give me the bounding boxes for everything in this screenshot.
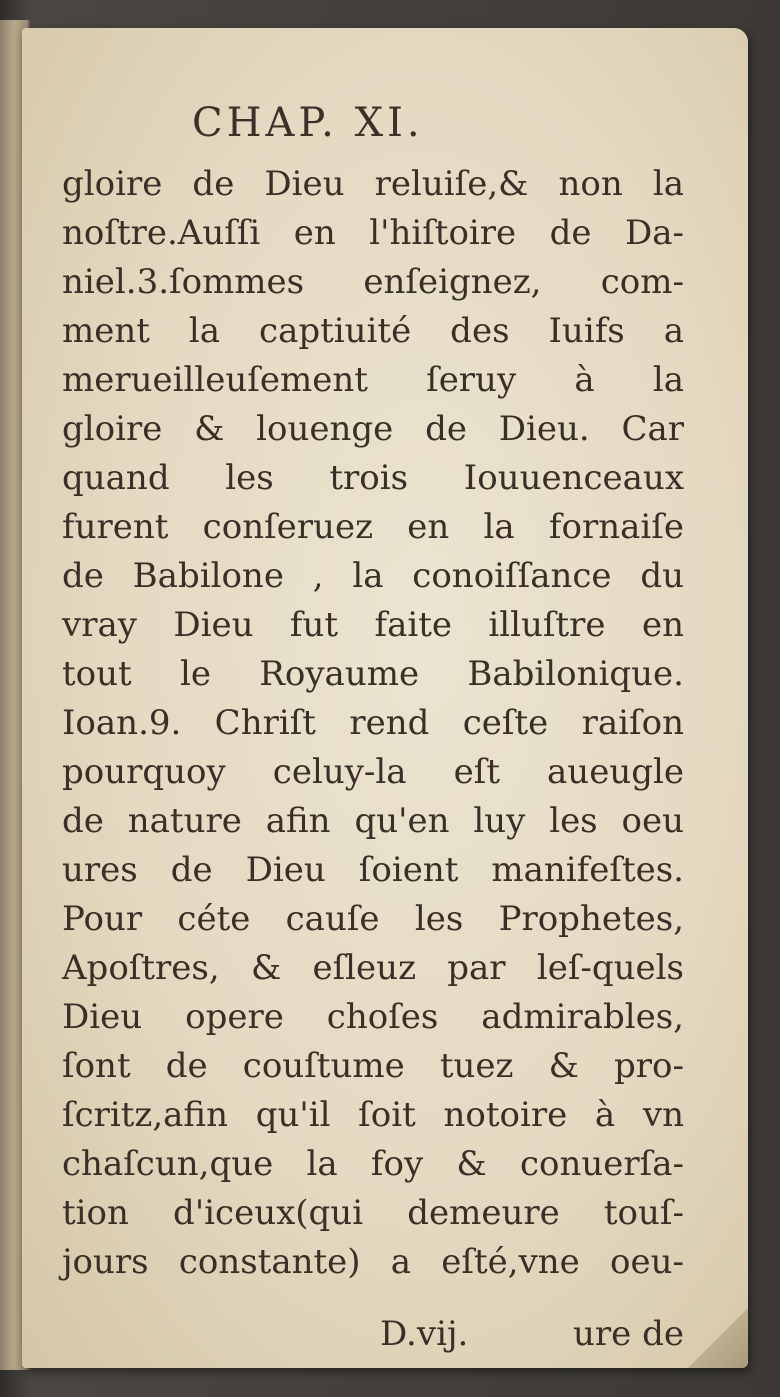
catchword: ure de [573, 1314, 684, 1354]
text-line: vray Dieu fut faite illuſtre en [62, 605, 684, 645]
text-line: Apoſtres, & eſleuz par leſ-quels [62, 948, 684, 988]
running-head: CHAP. XI. [192, 100, 424, 146]
text-line: Ioan.9. Chriſt rend ceſte raiſon [62, 703, 684, 743]
text-line: ment la captiuité des Iuifs a [62, 311, 684, 351]
book-page [22, 28, 748, 1368]
text-line: gloire & louenge de Dieu. Car [62, 409, 684, 449]
text-line: ſcritz,afin qu'il ſoit notoire à vn [62, 1095, 684, 1135]
text-line: jours constante) a eſté,vne oeu- [62, 1242, 684, 1282]
text-line: quand les trois Iouuenceaux [62, 458, 684, 498]
signature-mark: D.vij. [380, 1314, 469, 1354]
text-line: noſtre.Auſſi en l'hiſtoire de Da- [62, 213, 684, 253]
body-text [62, 160, 684, 1287]
text-line: gloire de Dieu reluiſe,& non la [62, 164, 684, 204]
text-line: ures de Dieu ſoient manifeſtes. [62, 850, 684, 890]
text-line: niel.3.ſommes enſeignez, com- [62, 262, 684, 302]
text-line: ſont de couſtume tuez & pro- [62, 1046, 684, 1086]
text-line: merueilleuſement ſeruy à la [62, 360, 684, 400]
text-line: de nature afin qu'en luy les oeu [62, 801, 684, 841]
text-line: tion d'iceux(qui demeure touſ- [62, 1193, 684, 1233]
text-line: tout le Royaume Babilonique. [62, 654, 684, 694]
text-line: chaſcun,que la foy & conuerſa- [62, 1144, 684, 1184]
text-line: Pour céte cauſe les Prophetes, [62, 899, 684, 939]
text-line: Dieu opere choſes admirables, [62, 997, 684, 1037]
page-footer [62, 1310, 684, 1359]
text-line: pourquoy celuy-la eſt aueugle [62, 752, 684, 792]
text-line: de Babilone , la conoiſſance du [62, 556, 684, 596]
text-line: furent conſeruez en la fornaiſe [62, 507, 684, 547]
